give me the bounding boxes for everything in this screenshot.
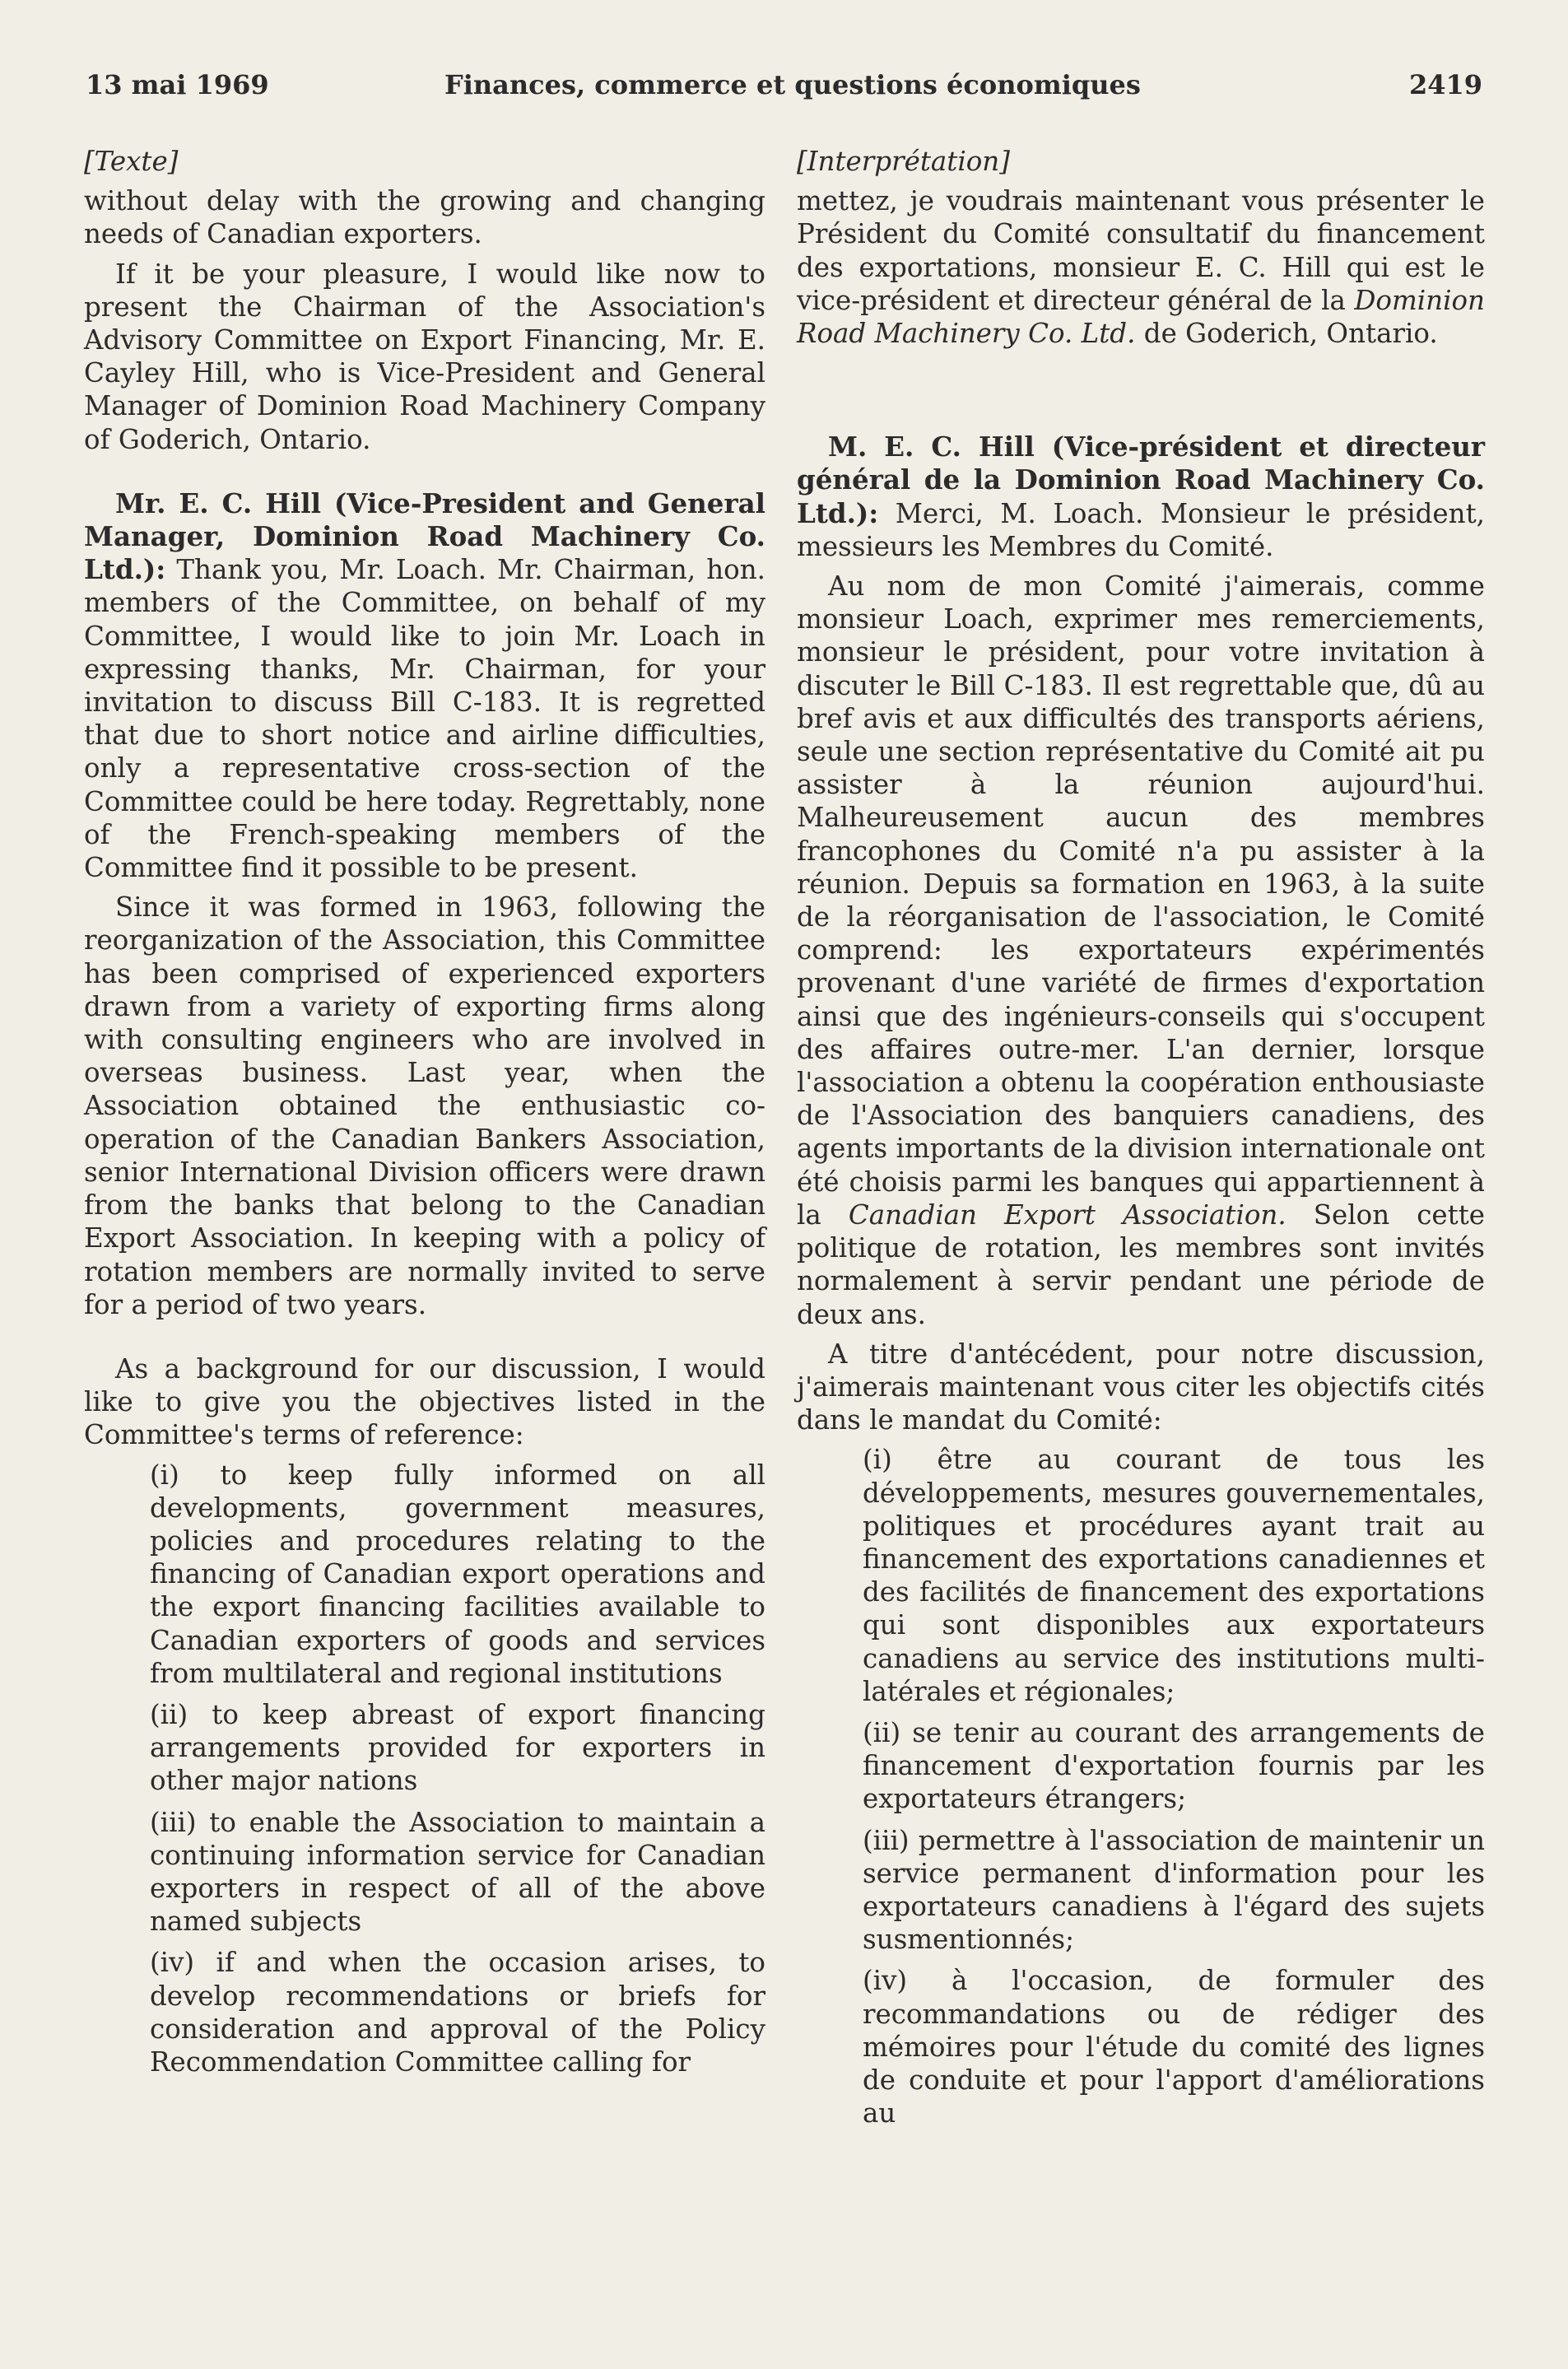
speaker-name: Mr. E. C. Hill (Vice-President and General Manager, Dominion Road Machinery Co. Ltd.): xyxy=(84,486,765,586)
paragraph xyxy=(797,431,1485,563)
list-item: (ii) to keep abreast of export financing arrangements provided for exporters in other major nations xyxy=(150,1698,765,1797)
list-item: (ii) se tenir au courant des arrangements de financement d'exportation fournis par les exportateurs étrangers; xyxy=(863,1716,1485,1815)
list-item: (iii) to enable the Association to maintain a continuing information service for Canadian exporters in respect of all of the above named subjects xyxy=(150,1806,765,1938)
paragraph xyxy=(797,184,1485,350)
paragraph: without delay with the growing and changing needs of Canadian exporters. xyxy=(84,185,765,250)
paragraph: If it be your pleasure, I would like now to present the Chairman of the Association's Advisory Committee on Export Financing, Mr. E. Cayley Hill, who is Vice-President and General Manager of Dominion Road Machinery Company of Goderich, Ontario. xyxy=(84,258,765,455)
paragraph-text: Au nom de mon Comité j'aimerais, comme monsieur Loach, exprimer mes remerciements, monsieur le président, pour votre invitation à discuter le Bill C-183. Il est regrettable que, dû au bref avis et aux difficultés des transports aériens, seule une section représentative du Comité ait pu assister à la réunion aujourd'hui. Malheureusement aucun des membres francophones du Comité n'a pu assister à la réunion. Depuis sa formation en 1963, à la suite de la réorganisation de l'association, le Comité comprend: les exportateurs expérimentés provenant d'une variété de firmes d'exportation ainsi que des ingénieurs-conseils qui s'occupent des affaires outre-mer. L'an dernier, lorsque l'association a obtenu la coopération enthousiaste de l'Association des banquiers canadiens, des agents importants de la division internationale ont été choisis parmi les banques qui appartiennent à la xyxy=(797,570,1485,1231)
language-tag: [Interprétation] xyxy=(797,146,1010,177)
page-number: 2419 xyxy=(1408,69,1482,100)
paragraph: As a background for our discussion, I would like to give you the objectives listed in the Committee's terms of reference: xyxy=(84,1352,765,1451)
paragraph-text: de Goderich, Ontario. xyxy=(1135,318,1438,350)
paragraph: A titre d'antécédent, pour notre discussion, j'aimerais maintenant vous citer les objectifs cités dans le mandat du Comité: xyxy=(797,1338,1485,1436)
header-title: Finances, commerce et questions économiques xyxy=(444,69,1141,100)
paragraph xyxy=(797,570,1485,1331)
list-item: (iv) if and when the occasion arises, to develop recommendations or briefs for consideration and approval of the Policy Recommendation Committee calling for xyxy=(150,1947,765,2078)
list-item: (i) être au courant de tous les développements, mesures gouvernementales, politiques et procédures ayant trait au financement des exportations canadiennes et des facilités de financement des exportations qui sont disponibles aux exportateurs canadiens au service des institutions multi-latérales et régionales; xyxy=(863,1444,1485,1707)
speaker-name: M. E. C. Hill (Vice-président et directeur général de la Dominion Road Machinery Co. Ltd.): xyxy=(797,431,1485,529)
paragraph: Since it was formed in 1963, following the reorganization of the Association, this Committee has been comprised of experienced exporters drawn from a variety of exporting firms along with consulting engineers who are involved in overseas business. Last year, when the Association obtained the enthusiastic co-operation of the Canadian Bankers Association, senior International Division officers were drawn from the banks that belong to the Canadian Export Association. In keeping with a policy of rotation members are normally invited to serve for a period of two years. xyxy=(84,891,765,1320)
paragraph-text: Selon cette politique de rotation, les membres sont invités normalement à servir pendant une période de deux ans. xyxy=(797,1198,1486,1330)
speech-text: Thank you, Mr. Loach. Mr. Chairman, hon. members of the Committee, on behalf of my Committee, I would like to join Mr. Loach in expressing thanks, Mr. Chairman, for your invitation to discuss Bill C-183. It is regretted that due to short notice and airline difficulties, only a representative cross-section of the Committee could be here today. Regrettably, none of the French-speaking members of the Committee find it possible to be present. xyxy=(84,554,765,884)
paragraph-text: mettez, je voudrais maintenant vous présenter le Président du Comité consultatif du financement des exportations, monsieur E. C. Hill qui est le vice-président et directeur général de la xyxy=(797,185,1485,316)
english-column xyxy=(84,145,765,2087)
speech-text: Merci, M. Loach. Monsieur le président, messieurs les Membres du Comité. xyxy=(797,497,1485,562)
list-item: (i) to keep fully informed on all developments, government measures, policies and procedures relating to the financing of Canadian export operations and the export financing facilities available to Canadian exporters of goods and services from multilateral and regional institutions xyxy=(150,1459,765,1689)
company-name: Dominion Road Machinery Co. Ltd. xyxy=(797,284,1485,350)
header-date: 13 mai 1969 xyxy=(86,69,269,100)
language-tag: [Texte] xyxy=(84,146,179,177)
association-name: Canadian Export Association. xyxy=(848,1198,1287,1231)
french-column xyxy=(797,145,1485,2138)
list-item: (iii) permettre à l'association de maintenir un service permanent d'information pour les exportateurs canadiens à l'égard des sujets susmentionnés; xyxy=(863,1824,1485,1956)
list-item: (iv) à l'occasion, de formuler des recommandations ou de rédiger des mémoires pour l'étude du comité des lignes de conduite et pour l'apport d'améliorations au xyxy=(863,1965,1485,2129)
paragraph xyxy=(84,487,765,884)
